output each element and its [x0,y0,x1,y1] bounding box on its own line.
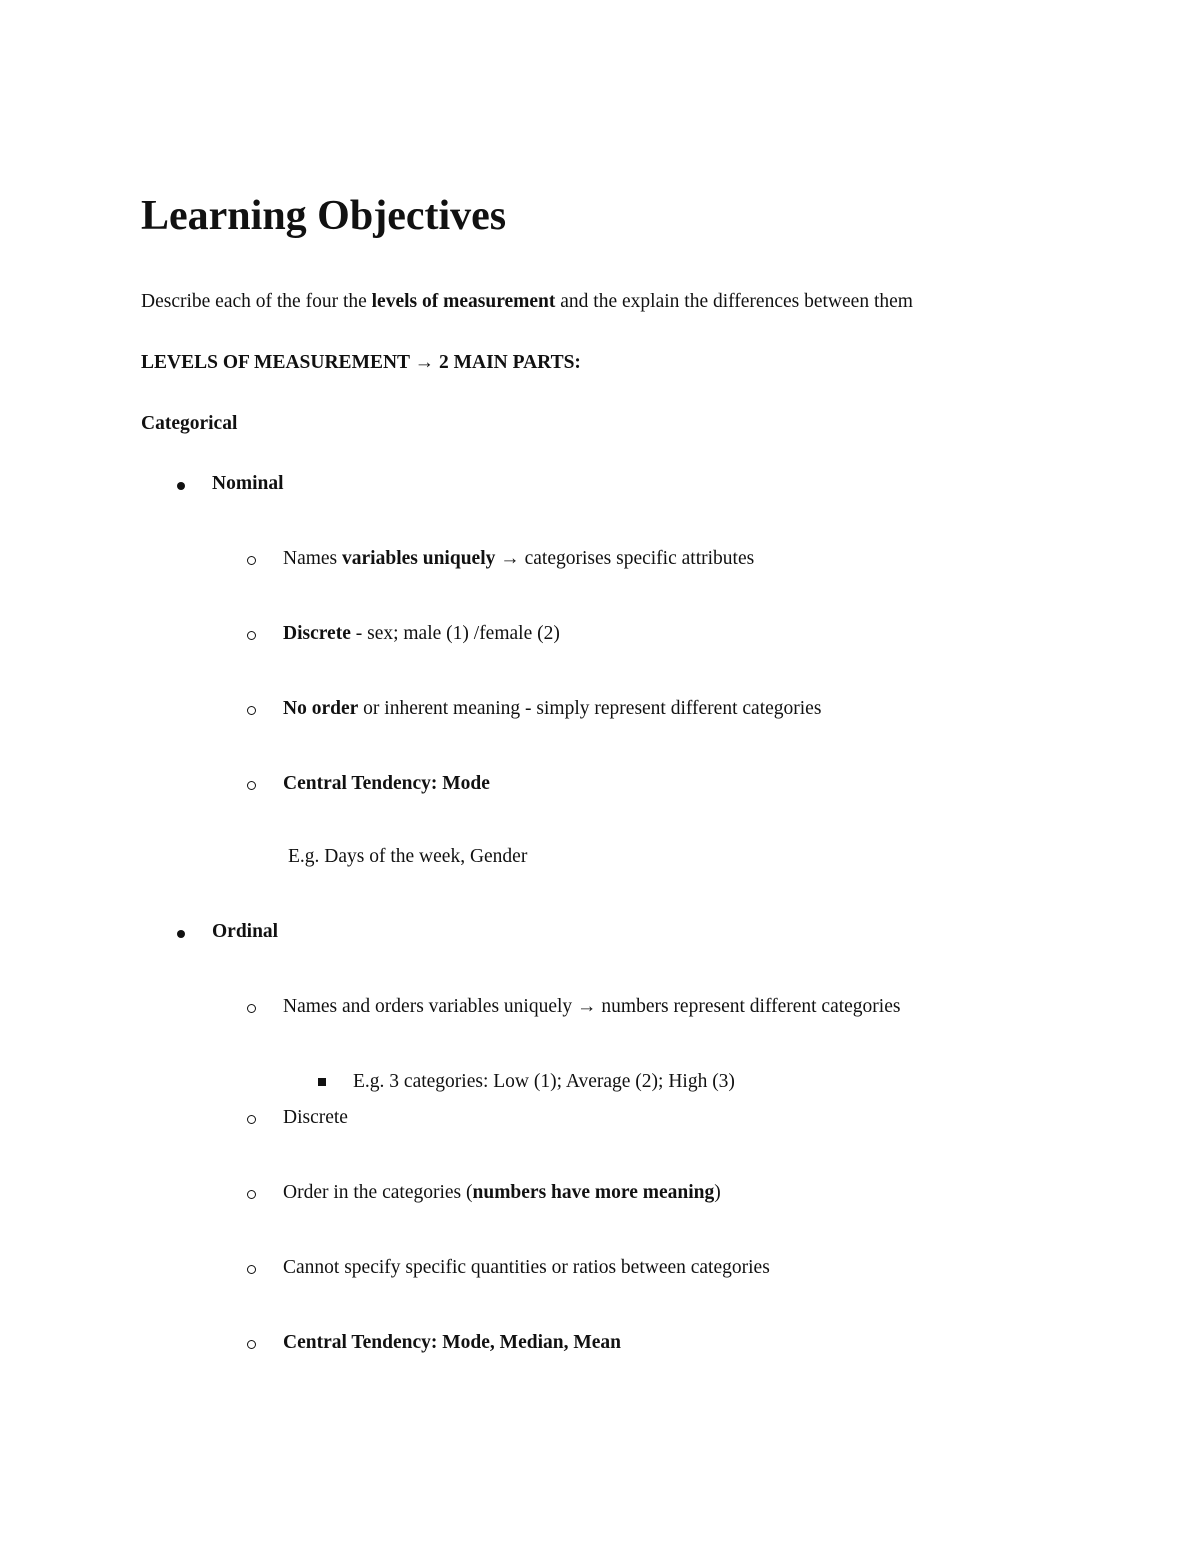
circle-bullet-icon [247,556,256,565]
ordinal-item-5: Central Tendency: Mode, Median, Mean [283,1332,621,1353]
nominal-item-1-post: → categorises specific attributes [495,548,755,569]
intro-text-pre: Describe each of the four the [141,291,372,312]
circle-bullet-icon [247,631,256,640]
nominal-item-3-bold: No order [283,698,359,719]
ordinal-item-3-post: ) [714,1182,721,1203]
circle-bullet-icon [247,1340,256,1349]
levels-heading: LEVELS OF MEASUREMENT → 2 MAIN PARTS: [141,352,581,373]
nominal-heading: Nominal [212,473,284,494]
ordinal-item-4: Cannot specify specific quantities or ratios between categories [283,1257,770,1278]
intro-text-bold: levels of measurement [371,291,556,312]
circle-bullet-icon [247,706,256,715]
disc-bullet-icon [177,482,185,490]
ordinal-item-3-bold: numbers have more meaning [472,1182,715,1203]
nominal-item-2-bold: Discrete [283,623,351,644]
circle-bullet-icon [247,781,256,790]
nominal-item-4: Central Tendency: Mode [283,773,490,794]
disc-bullet-icon [177,930,185,938]
nominal-item-3-post: or inherent meaning - simply represent different categories [358,698,822,719]
ordinal-item-3 [283,1181,721,1205]
ordinal-item-3-pre: Order in the categories ( [283,1182,473,1203]
nominal-item-1 [283,547,754,571]
ordinal-heading: Ordinal [212,921,279,942]
circle-bullet-icon [247,1004,256,1013]
square-bullet-icon [318,1078,326,1086]
ordinal-item-1-sub: E.g. 3 categories: Low (1); Average (2); High (3) [353,1071,735,1092]
nominal-item-2-post: - sex; male (1) /female (2) [350,623,560,644]
circle-bullet-icon [247,1265,256,1274]
intro-paragraph [141,290,913,314]
circle-bullet-icon [247,1115,256,1124]
nominal-item-3 [283,697,821,721]
nominal-example: E.g. Days of the week, Gender [288,846,528,867]
categorical-heading: Categorical [141,413,238,434]
nominal-item-1-pre: Names [283,548,343,569]
intro-text-post: and the explain the differences between them [555,291,913,312]
ordinal-item-1: Names and orders variables uniquely → numbers represent different categories [283,996,901,1017]
circle-bullet-icon [247,1190,256,1199]
page-title: Learning Objectives [141,193,507,239]
nominal-item-2 [283,622,560,646]
ordinal-item-2: Discrete [283,1107,348,1128]
nominal-item-1-bold: variables uniquely [342,548,496,569]
